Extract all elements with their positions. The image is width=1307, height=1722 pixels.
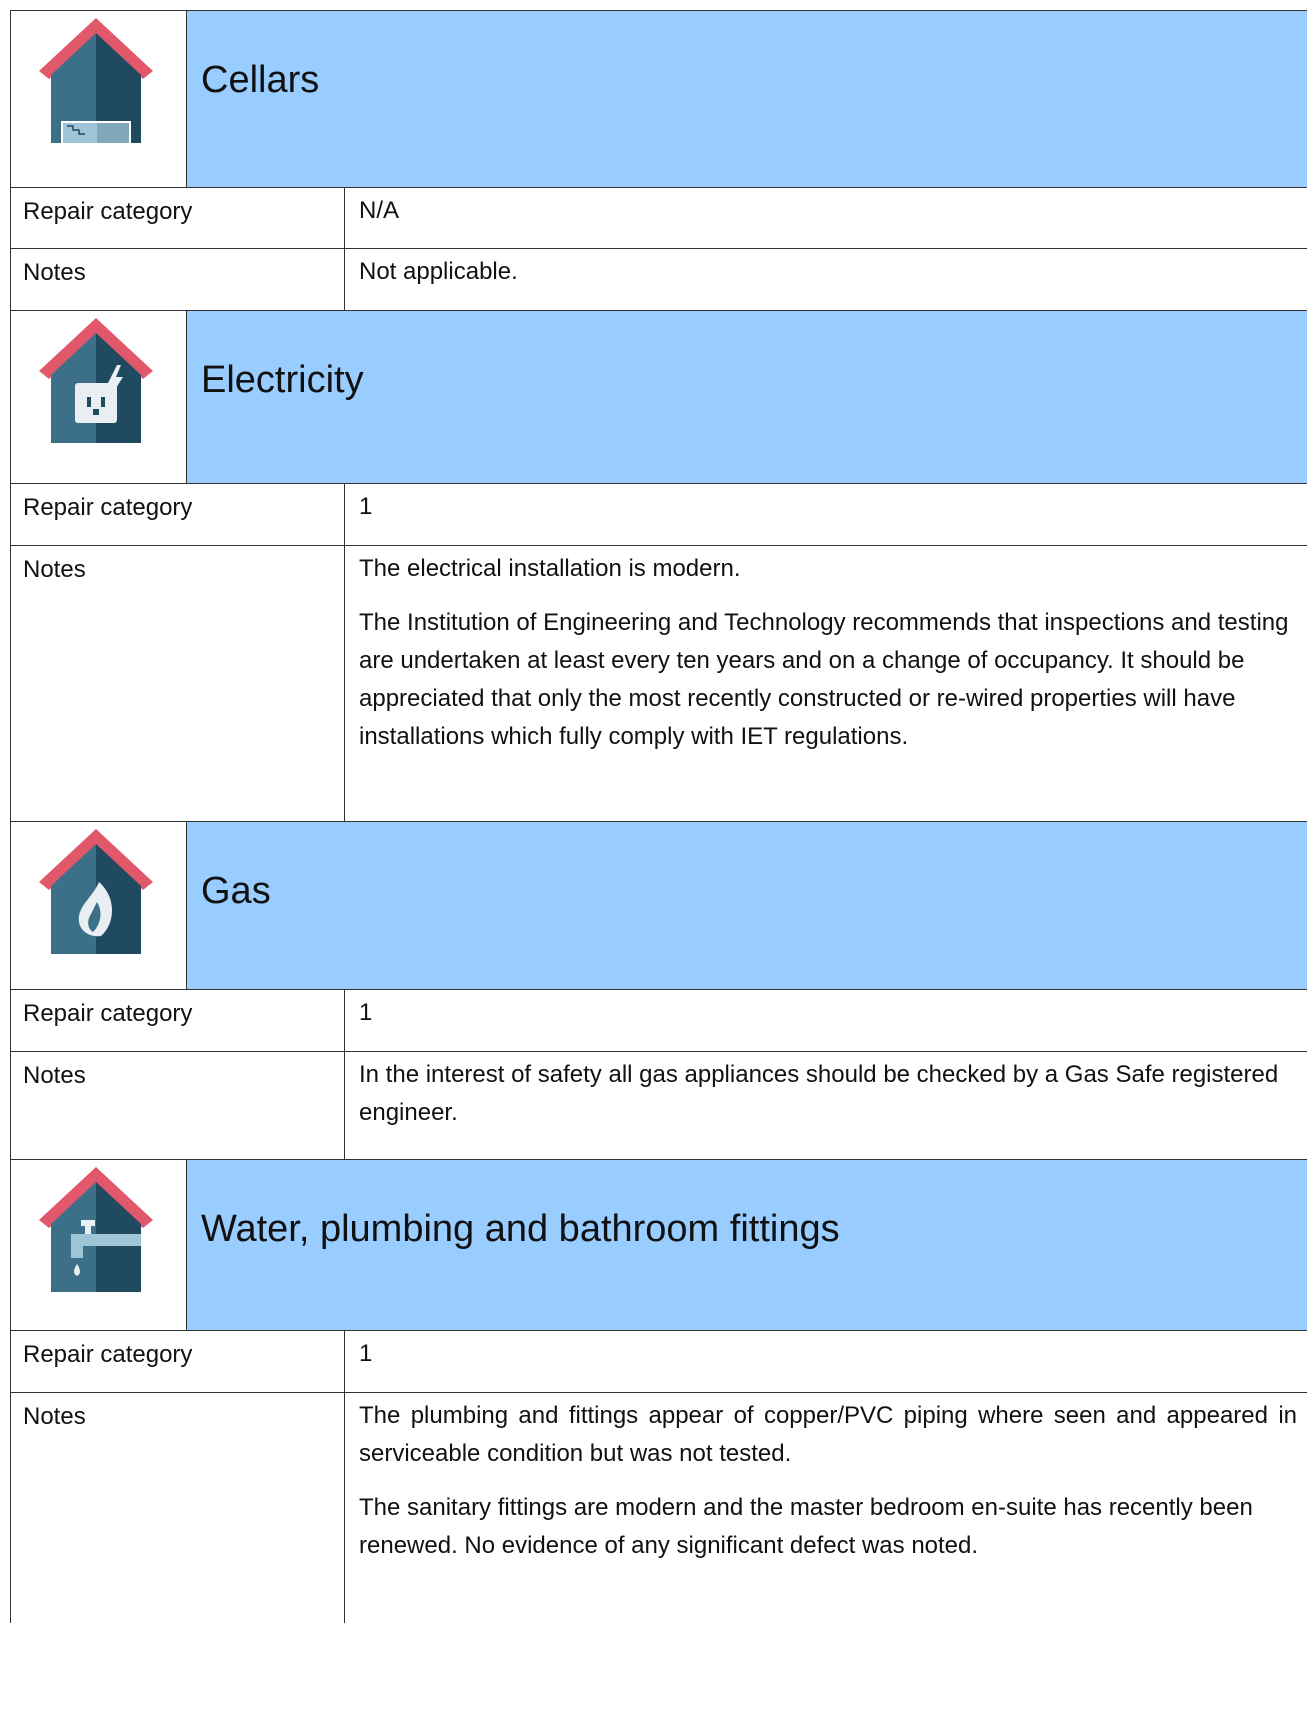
icon-cell: [11, 822, 187, 989]
repair-category-row: [10, 188, 1307, 249]
notes-value: [345, 546, 1307, 821]
notes-value: [345, 249, 1307, 310]
notes-label: Notes: [11, 1052, 345, 1159]
repair-category-row: [10, 990, 1307, 1052]
repair-category-label: Repair category: [11, 1331, 345, 1392]
section-header-water: [10, 1160, 1307, 1331]
notes-row: [10, 1393, 1307, 1623]
section-header-gas: [10, 822, 1307, 990]
section-title: Gas: [201, 870, 271, 912]
section-title: Cellars: [201, 59, 320, 101]
notes-value: [345, 1393, 1307, 1623]
notes-label: Notes: [11, 1393, 345, 1623]
notes-label: Notes: [11, 249, 345, 310]
repair-category-label: Repair category: [11, 188, 345, 248]
repair-category-value: [345, 1331, 1307, 1392]
icon-cell: [11, 11, 187, 187]
house-electric-socket-icon: [31, 313, 161, 463]
section-title: Electricity: [201, 359, 364, 401]
repair-category-value: [345, 990, 1307, 1051]
house-gas-flame-icon: [31, 824, 161, 974]
notes-row: [10, 1052, 1307, 1160]
section-header-cellars: [10, 10, 1307, 188]
repair-category-text: 1: [359, 999, 373, 1026]
icon-cell: [11, 1160, 187, 1330]
notes-label: Notes: [11, 546, 345, 821]
notes-row: [10, 249, 1307, 311]
repair-category-text: 1: [359, 1340, 373, 1367]
icon-cell: [11, 311, 187, 483]
notes-paragraph: The plumbing and fittings appear of copper/PVC piping where seen and appeared in serviceable condition but was not tested.: [359, 1402, 1297, 1467]
notes-paragraph: The sanitary fittings are modern and the master bedroom en-suite has recently been renewed. No evidence of any significant defect was noted.: [359, 1494, 1253, 1559]
repair-category-value: [345, 484, 1307, 545]
section-header-electricity: [10, 311, 1307, 484]
repair-category-label: Repair category: [11, 484, 345, 545]
section-title: Water, plumbing and bathroom fittings: [201, 1208, 840, 1250]
repair-category-label: Repair category: [11, 990, 345, 1051]
notes-row: [10, 546, 1307, 822]
notes-value: [345, 1052, 1307, 1159]
house-water-tap-icon: [31, 1162, 161, 1312]
notes-paragraph: The electrical installation is modern.: [359, 555, 741, 582]
repair-category-row: [10, 484, 1307, 546]
notes-paragraph: In the interest of safety all gas appliances should be checked by a Gas Safe registered engineer.: [359, 1061, 1279, 1126]
repair-category-row: [10, 1331, 1307, 1393]
repair-category-text: 1: [359, 493, 373, 520]
survey-document: [10, 10, 1307, 1623]
notes-paragraph: The Institution of Engineering and Technology recommends that inspections and testing are undertaken at least every ten years and on a change of occupancy. It should be appreciated that only the most recently constructed or re-wired properties will have installations which fully comply with IET regulations.: [359, 609, 1289, 750]
repair-category-value: [345, 188, 1307, 248]
house-cellar-icon: [31, 13, 161, 163]
notes-paragraph: Not applicable.: [359, 258, 518, 285]
repair-category-text: N/A: [359, 197, 400, 224]
